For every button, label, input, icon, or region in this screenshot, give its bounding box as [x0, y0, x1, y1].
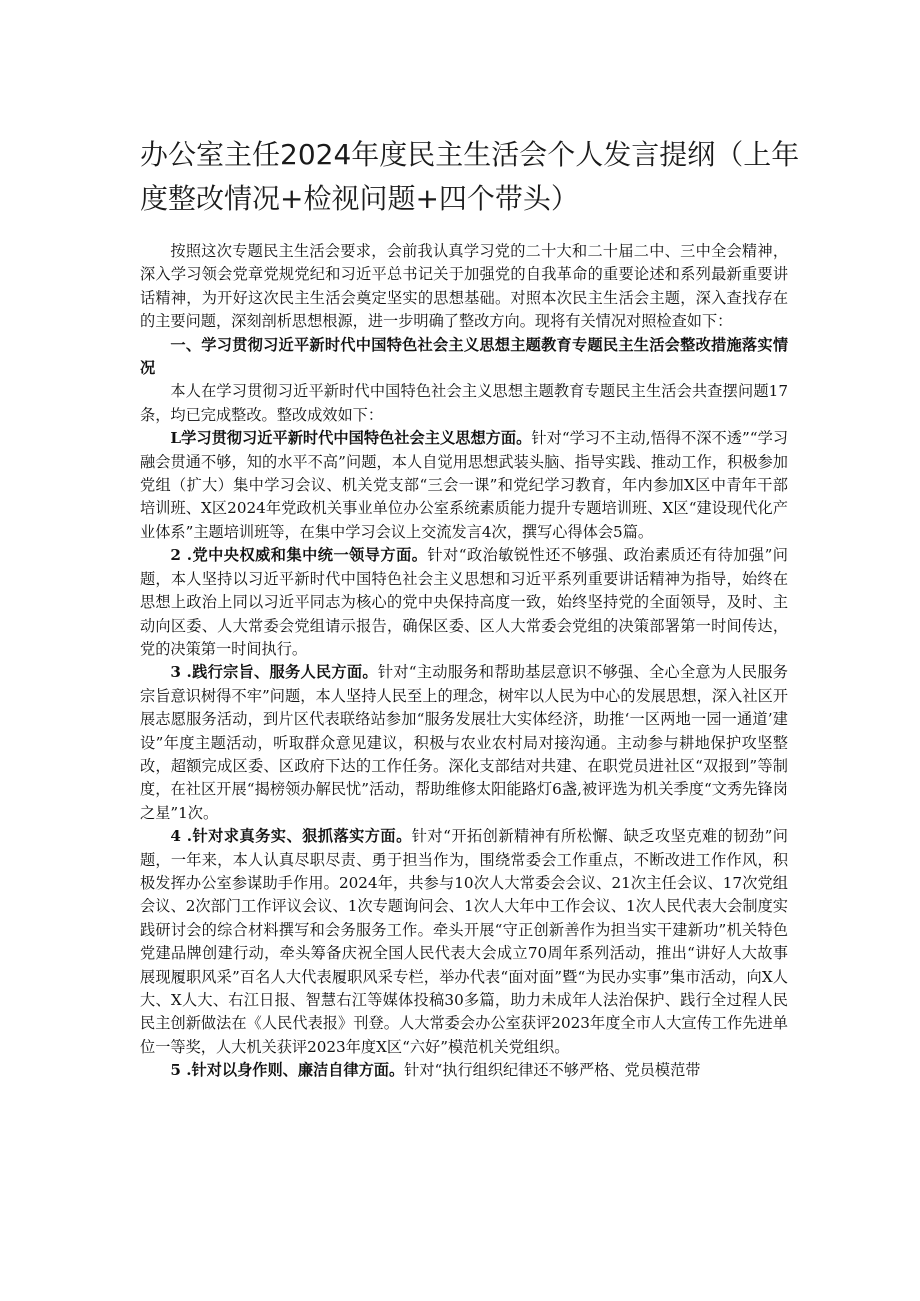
intro-paragraph: 按照这次专题民主生活会要求，会前我认真学习党的二十大和二十届二中、三中全会精神，深入学习领会党章党规党纪和习近平总书记关于加强党的自我革命的重要论述和系列最新重要讲话精神，为开好这次民主生活会奠定坚实的思想基础。对照本次民主生活会主题，深入查找存在的主要问题，深刻剖析思想根源，进一步明确了整改方向。现将有关情况对照检查如下：: [140, 242, 788, 331]
item-paragraph-1: [140, 427, 788, 544]
item-paragraph-5: [140, 1059, 788, 1082]
document-body: [140, 240, 788, 1083]
item-paragraph-2: [140, 544, 788, 661]
item-text: 针对“主动服务和帮助基层意识不够强、全心全意为人民服务宗旨意识树得不牢”问题，本人坚持人民至上的理念，树牢以人民为中心的发展思想，深入社区开展志愿服务活动，到片区代表联络站参加“服务发展壮大实体经济，助推‘一区两地一园一通道’建设”年度主题活动，听取群众意见建议，积极与农业农村局对接沟通。主动参与耕地保护攻坚整改，超额完成区委、区政府下达的工作任务。深化支部结对共建、在职党员进社区“双报到”等制度，在社区开展“揭榜领办解民忧”活动，帮助维修太阳能路灯6盏,被评选为机关季度“文秀先锋岗之星”1次。: [140, 663, 788, 822]
item-lead: 5 .针对以身作则、廉洁自律方面。: [170, 1061, 405, 1080]
item-paragraph-4: [140, 825, 788, 1059]
item-lead: 3 .践行宗旨、服务人民方面。: [170, 663, 378, 682]
item-text: 针对“学习不主动,悟得不深不透”“学习融会贯通不够，知的水平不高”问题，本人自觉用思想武装头脑、指导实践、推动工作，积极参加党组（扩大）集中学习会议、机关党支部“三会一课”和党纪学习教育，年内参加X区中青年干部培训班、X区2024年党政机关事业单位办公室系统素质能力提升专题培训班、X区“建设现代化产业体系”主题培训班等，在集中学习会议上交流发言4次，撰写心得体会5篇。: [140, 429, 789, 541]
item-text: 针对“政治敏锐性还不够强、政治素质还有待加强”问题，本人坚持以习近平新时代中国特色社会主义思想和习近平系列重要讲话精神为指导，始终在思想上政治上同以习近平同志为核心的党中央保持高度一致，始终坚持党的全面领导，及时、主动向区委、人大常委会党组请示报告，确保区委、区人大常委会党组的决策部署第一时间传达，党的决策第一时间执行。: [140, 546, 788, 658]
section-1-heading: 一、学习贯彻习近平新时代中国特色社会主义思想主题教育专题民主生活会整改措施落实情况: [140, 335, 788, 378]
item-paragraph-3: [140, 661, 788, 825]
item-text: 针对“执行组织纪律还不够严格、党员模范带: [404, 1061, 701, 1080]
section-1-intro: 本人在学习贯彻习近平新时代中国特色社会主义思想主题教育专题民主生活会共查摆问题17条，均已完成整改。整改成效如下：: [140, 382, 788, 424]
item-lead: 4 .针对求真务实、狠抓落实方面。: [170, 827, 412, 846]
item-lead: 2 .党中央权威和集中统一领导方面。: [170, 546, 428, 565]
document-title: 办公室主任2024年度民主生活会个人发言提纲（上年度整改情况+检视问题+四个带头）: [140, 138, 800, 215]
item-text: 针对“开拓创新精神有所松懈、缺乏攻坚克难的韧劲”问题，一年来，本人认真尽职尽责、勇于担当作为，围绕常委会工作重点，不断改进工作作风，积极发挥办公室参谋助手作用。2024年，共参与10次人大常委会会议、21次主任会议、17次党组会议、2次部门工作评议会议、1次专题询问会、1次人大年中工作会议、1次人民代表大会制度实践研讨会的综合材料撰写和会务服务工作。牵头开展“守正创新善作为担当实干建新功”机关特色党建品牌创建行动，牵头筹备庆祝全国人民代表大会成立70周年系列活动，推出“讲好人大故事展现履职风采”百名人大代表履职风采专栏，举办代表“面对面”暨“为民办实事”集市活动，向X人大、X人大、右江日报、智慧右江等媒体投稿30多篇，助力未成年人法治保护、践行全过程人民民主创新做法在《人民代表报》刊登。人大常委会办公室获评2023年度全市人大宣传工作先进单位一等奖，人大机关获评2023年度X区“六好”模范机关党组织。: [140, 827, 788, 1056]
item-lead: L学习贯彻习近平新时代中国特色社会主义思想方面。: [170, 429, 532, 448]
